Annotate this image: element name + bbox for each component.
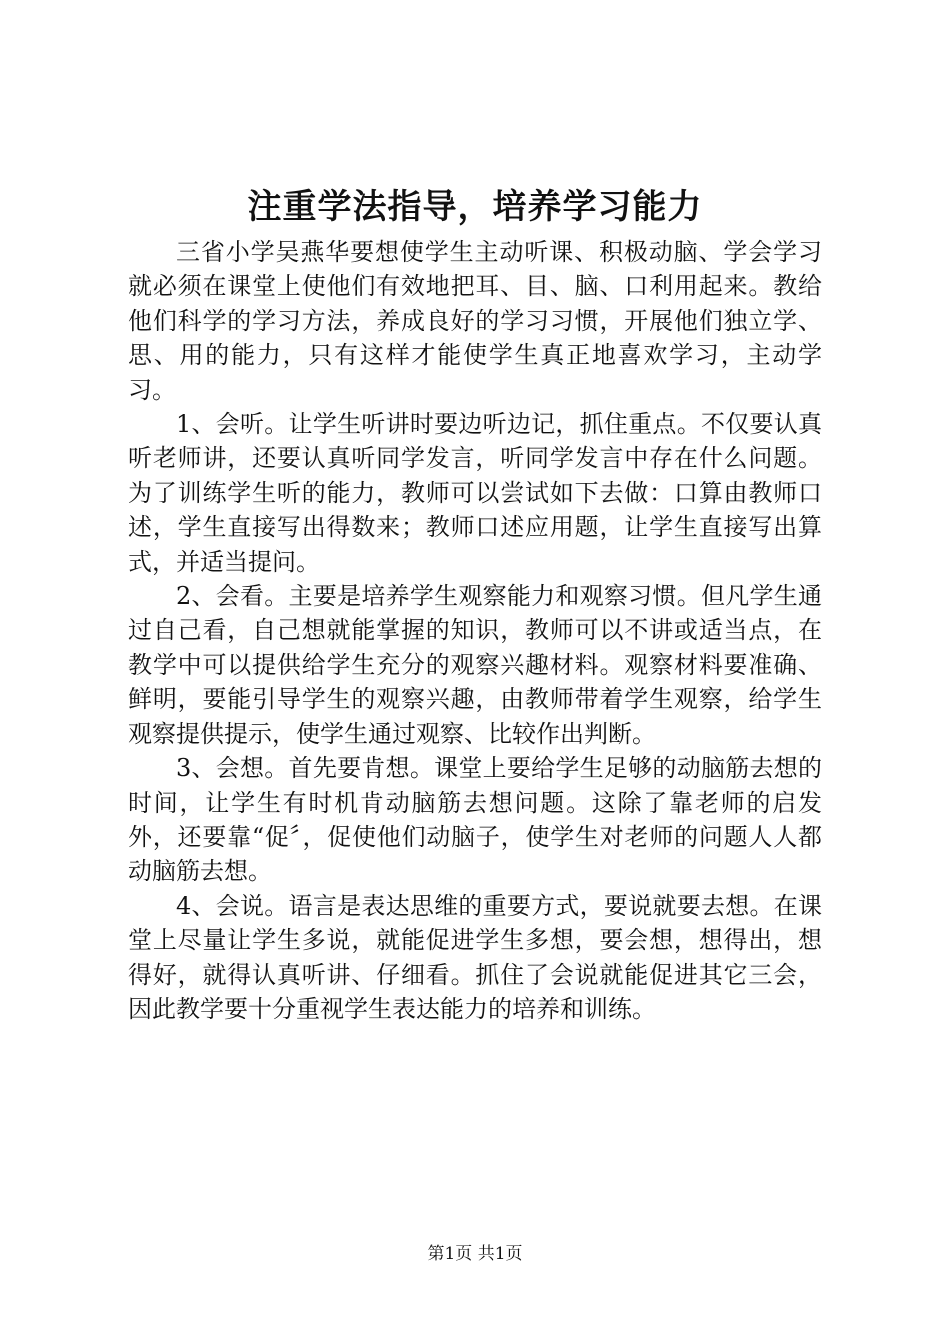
- document-body: [128, 235, 822, 1026]
- paragraph-look: 2、会看。主要是培养学生观察能力和观察习惯。但凡学生通过自己看，自己想就能掌握的知识，教师可以不讲或适当点，在教学中可以提供给学生充分的观察兴趣材料。观察材料要准确、鲜明，要能引导学生的观察兴趣，由教师带着学生观察，给学生观察提供提示，使学生通过观察、比较作出判断。: [128, 582, 822, 748]
- document-title: 注重学法指导，培养学习能力: [247, 187, 703, 227]
- page-number-footer: 第1页 共1页: [427, 1244, 523, 1264]
- paragraph-speak: 4、会说。语言是表达思维的重要方式，要说就要去想。在课堂上尽量让学生多说，就能促进学生多想，要会想，想得出，想得好，就得认真听讲、仔细看。抓住了会说就能促进其它三会，因此教学要十分重视学生表达能力的培养和训练。: [128, 891, 822, 1023]
- paragraph-listen: 1、会听。让学生听讲时要边听边记，抓住重点。不仅要认真听老师讲，还要认真听同学发言，听同学发言中存在什么问题。为了训练学生听的能力，教师可以尝试如下去做：口算由教师口述，学生直接写出得数来；教师口述应用题，让学生直接写出算式，并适当提问。: [128, 410, 822, 576]
- paragraph-think: 3、会想。首先要肯想。课堂上要给学生足够的动脑筋去想的时间，让学生有时机肯动脑筋去想问题。这除了靠老师的启发外，还要靠“促〞，促使他们动脑子，使学生对老师的问题人人都动脑筋去想。: [128, 754, 822, 886]
- paragraph-intro: 三省小学吴燕华要想使学生主动听课、积极动脑、学会学习就必须在课堂上使他们有效地把耳、目、脑、口利用起来。教给他们科学的学习方法，养成良好的学习习惯，开展他们独立学、思、用的能力，只有这样才能使学生真正地喜欢学习，主动学习。: [128, 238, 822, 404]
